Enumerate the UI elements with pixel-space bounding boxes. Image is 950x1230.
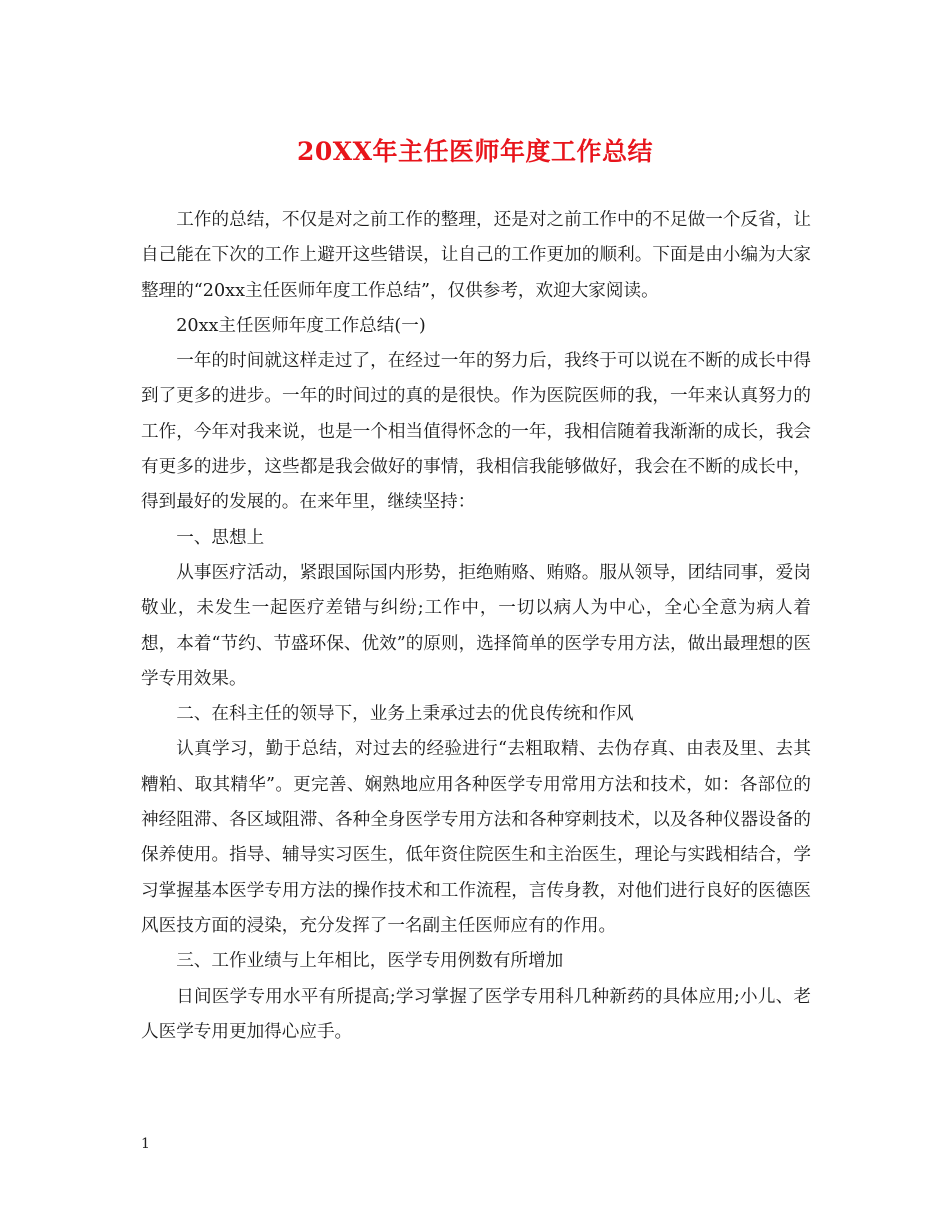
paragraph-section-heading: 20xx主任医师年度工作总结(一) [176,315,426,336]
paragraph-performance: 日间医学专用水平有所提高;学习掌握了医学专用科几种新药的具体应用;小儿、老人医学专用更加得心应手。 [141,986,811,1042]
page-number: 1 [141,1136,150,1152]
paragraph-business: 认真学习，勤于总结，对过去的经验进行“去粗取精、去伪存真、由表及里、去其糟粕、取其精华”。更完善、娴熟地应用各种医学专用常用方法和技术，如：各部位的神经阻滞、各区域阻滞、各种全身医学专用方法和各种穿刺技术，以及各种仪器设备的保养使用。指导、辅导实习医生，低年资住院医生和主治医生，理论与实践相结合，学习掌握基本医学专用方法的操作技术和工作流程，言传身教，对他们进行良好的医德医风医技方面的浸染，充分发挥了一名副主任医师应有的作用。 [141,739,811,936]
paragraph-heading-thought: 一、思想上 [176,527,265,548]
paragraph-heading-business: 二、在科主任的领导下，业务上秉承过去的优良传统和作风 [176,704,634,725]
paragraph-heading-performance: 三、工作业绩与上年相比，医学专用例数有所增加 [176,951,564,972]
document-title: 20XX年主任医师年度工作总结 [296,137,654,166]
paragraph-year-review: 一年的时间就这样走过了，在经过一年的努力后，我终于可以说在不断的成长中得到了更多的进步。一年的时间过的真的是很快。作为医院医师的我，一年来认真努力的工作，今年对我来说，也是一个相当值得怀念的一年，我相信随着我渐渐的成长，我会有更多的进步，这些都是我会做好的事情，我相信我能够做好，我会在不断的成长中，得到最好的发展的。在来年里，继续坚持： [141,351,811,513]
paragraph-intro: 工作的总结，不仅是对之前工作的整理，还是对之前工作中的不足做一个反省，让自己能在下次的工作上避开这些错误，让自己的工作更加的顺利。下面是由小编为大家整理的“20xx主任医师年度工作总结”，仅供参考，欢迎大家阅读。 [141,210,811,301]
document-body [141,203,811,1050]
paragraph-thought: 从事医疗活动，紧跟国际国内形势，拒绝贿赂、贿赂。服从领导，团结同事，爱岗敬业，未发生一起医疗差错与纠纷;工作中，一切以病人为中心，全心全意为病人着想，本着“节约、节盛环保、优效”的原则，选择简单的医学专用方法，做出最理想的医学专用效果。 [141,562,811,689]
